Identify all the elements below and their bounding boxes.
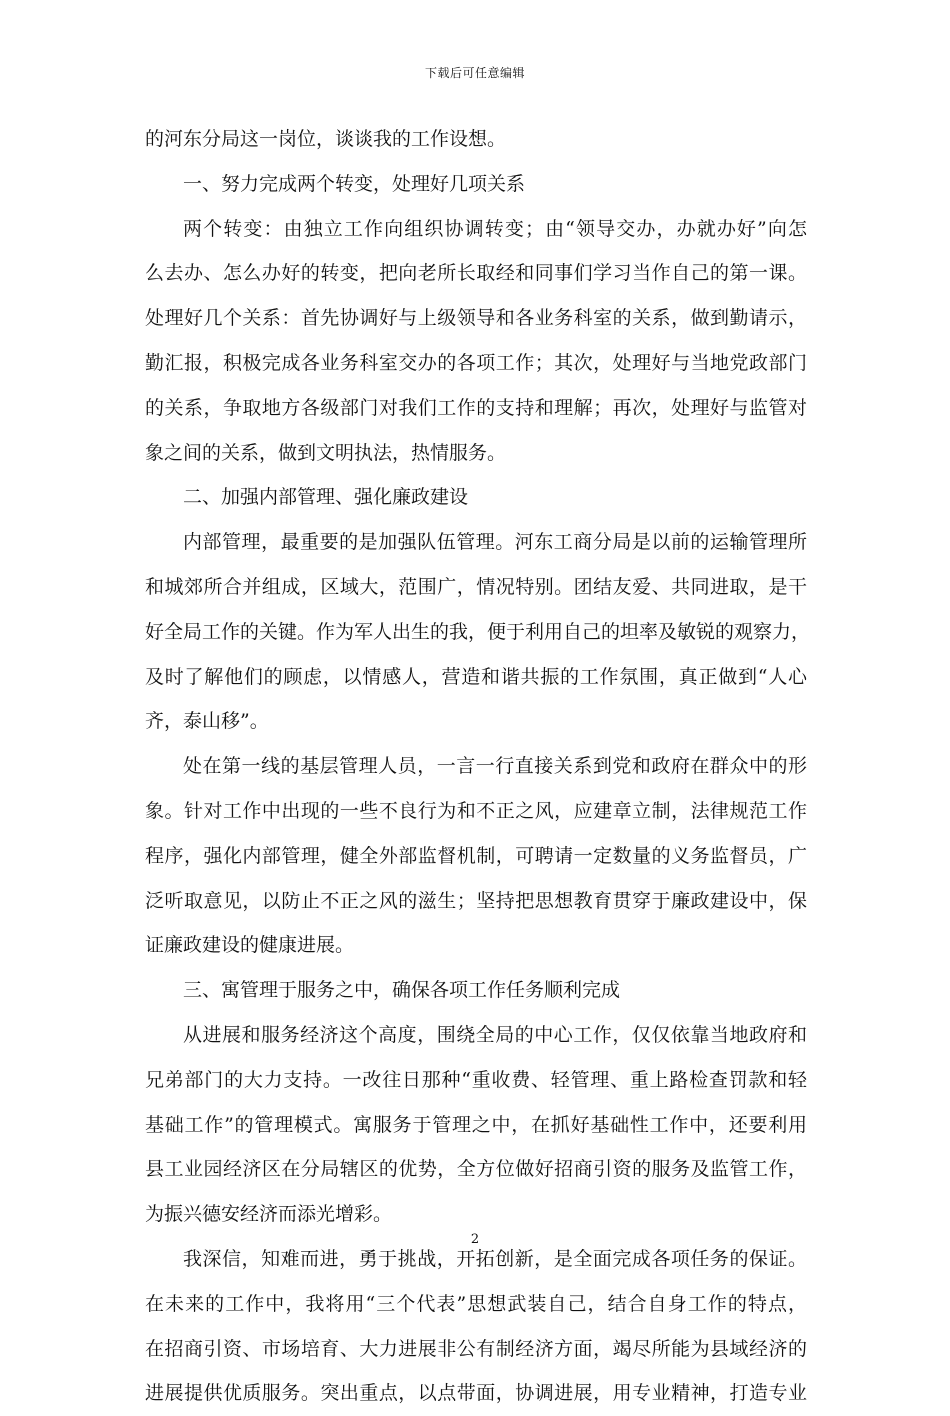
text-line: 基础工作”的管理模式。寓服务于管理之中，在抓好基础性工作中，还要利用 <box>145 1113 807 1136</box>
text-line: 我深信，知难而进，勇于挑战，开拓创新，是全面完成各项任务的保证。 <box>183 1247 807 1270</box>
text-line: 三、寓管理于服务之中，确保各项工作任务顺利完成 <box>183 979 621 1002</box>
text-line: 兄弟部门的大力支持。一改往日那种“重收费、轻管理、重上路检查罚款和轻 <box>145 1068 807 1091</box>
text-line: 和城郊所合并组成，区域大，范围广，情况特别。团结友爱、共同进取，是干 <box>145 575 807 598</box>
paragraph <box>145 744 807 968</box>
text-line: 内部管理，最重要的是加强队伍管理。河东工商分局是以前的运输管理所 <box>183 531 807 554</box>
text-line: 二、加强内部管理、强化廉政建设 <box>183 486 469 509</box>
text-line: 在未来的工作中，我将用“三个代表”思想武装自己，结合自身工作的特点， <box>145 1292 807 1315</box>
text-line: 证廉政建设的健康进展。 <box>145 934 355 957</box>
paragraph <box>145 117 807 162</box>
text-line: 好全局工作的关键。作为军人出生的我，便于利用自己的坦率及敏锐的观察力， <box>145 620 811 643</box>
text-line: 象。针对工作中出现的一些不良行为和不正之风，应建章立制，法律规范工作 <box>145 799 807 822</box>
text-line: 从进展和服务经济这个高度，围绕全局的中心工作，仅仅依靠当地政府和 <box>183 1023 807 1046</box>
text-line: 么去办、怎么办好的转变，把向老所长取经和同事们学习当作自己的第一课。 <box>145 262 807 285</box>
text-line: 县工业园经济区在分局辖区的优势，全方位做好招商引资的服务及监管工作， <box>145 1158 807 1181</box>
text-line: 的河东分局这一岗位，谈谈我的工作设想。 <box>145 128 507 150</box>
paragraph <box>145 1013 807 1237</box>
text-line: 在招商引资、市场培育、大力进展非公有制经济方面，竭尽所能为县域经济的 <box>145 1337 807 1360</box>
text-line: 泛听取意见，以防止不正之风的滋生；坚持把思想教育贯穿于廉政建设中，保 <box>145 889 807 912</box>
paragraph <box>145 207 807 476</box>
text-line: 两个转变：由独立工作向组织协调转变；由“领导交办，办就办好”向怎 <box>183 217 807 240</box>
text-line: 一、努力完成两个转变，处理好几项关系 <box>183 172 526 195</box>
paragraph <box>145 968 807 1013</box>
paragraph <box>145 520 811 744</box>
text-line: 象之间的关系，做到文明执法，热情服务。 <box>145 441 507 464</box>
page-number: 2 <box>470 1232 480 1247</box>
paragraph <box>145 475 807 520</box>
page-header: 下载后可任意编辑 <box>424 66 525 80</box>
text-line: 勤汇报，积极完成各业务科室交办的各项工作；其次，处理好与当地党政部门 <box>145 351 807 374</box>
text-line: 为振兴德安经济而添光增彩。 <box>145 1203 393 1226</box>
paragraph <box>145 162 807 207</box>
text-line: 进展提供优质服务。突出重点，以点带面，协调进展，用专业精神，打造专业 <box>145 1382 807 1405</box>
text-line: 及时了解他们的顾虑，以情感人，营造和谐共振的工作氛围，真正做到“人心 <box>145 665 807 688</box>
document-body <box>145 117 811 1416</box>
text-line: 齐，泰山移”。 <box>145 710 269 733</box>
text-line: 处在第一线的基层管理人员，一言一行直接关系到党和政府在群众中的形 <box>183 755 807 778</box>
text-line: 处理好几个关系：首先协调好与上级领导和各业务科室的关系，做到勤请示， <box>145 307 807 330</box>
paragraph <box>145 1237 807 1416</box>
text-line: 程序，强化内部管理，健全外部监督机制，可聘请一定数量的义务监督员，广 <box>145 844 807 867</box>
text-line: 的关系，争取地方各级部门对我们工作的支持和理解；再次，处理好与监管对 <box>145 396 807 419</box>
